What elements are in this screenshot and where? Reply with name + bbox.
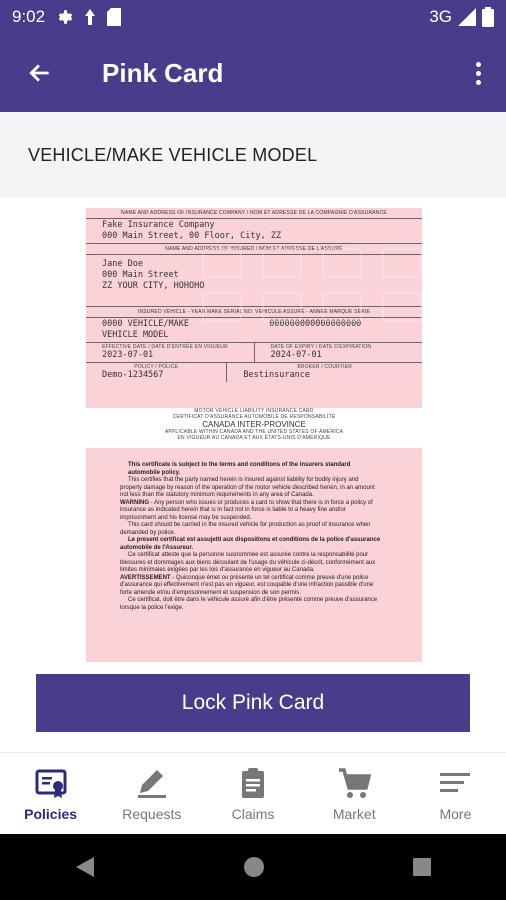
nav-label-policies: Policies xyxy=(24,805,78,822)
fr-warning-label: AVERTISSEMENT xyxy=(120,574,171,581)
battery-icon xyxy=(482,7,494,27)
caption-scope-fr: EN VIGUEUR AU CANADA ET AUX ÉTATS-UNIS D'AMÉRIQUE xyxy=(177,435,331,441)
clipboard-icon xyxy=(236,766,270,800)
caption-scope: APPLICABLE WITHIN CANADA AND THE UNITED STATES OF AMERICA xyxy=(164,429,344,435)
card-caption xyxy=(86,408,422,441)
vehicle-model: VEHICLE MODEL xyxy=(102,330,169,340)
system-nav-bar xyxy=(0,834,506,900)
insurer-address: 000 Main Street, 00 Floor, City, ZZ xyxy=(102,231,282,241)
terms-paragraph: This certifies that the party named herein is insured against liability for bodily injury and property damage by reason of the operation of the motor vehicle described herein, in an amount not less than the statutory minimum requirements in any area of Canada. xyxy=(120,477,375,498)
vehicle-serial: 000000000000000000 xyxy=(269,319,362,329)
broker-label: BROKER / COURTIER xyxy=(297,364,353,370)
fr-carry-paragraph: Ce certificat, doit être dans le véhicule assuré afin d'être présenté comme preuve d'assurance lorsque la police l'exige. xyxy=(120,597,378,611)
bottom-nav xyxy=(0,752,506,834)
fr-warning-text: - Quiconque émet ou présente un tel certificat comme preuve d'une police d'assurance qui effectivement n'est pas en vigueur, est coupable d'une infraction passible d'une forte amende et/ou d'emprisonnement et suspension de son permis. xyxy=(120,574,374,596)
app-bar xyxy=(0,34,506,112)
insured-street: 000 Main Street xyxy=(102,270,179,280)
nav-item-requests[interactable] xyxy=(101,753,202,834)
menu-icon xyxy=(438,766,472,800)
settings-icon xyxy=(55,8,73,26)
lock-pink-card-button[interactable]: Lock Pink Card xyxy=(36,674,470,732)
dot-icon xyxy=(476,80,481,85)
dot-icon xyxy=(476,62,481,67)
insured-header: NAME AND ADDRESS OF INSURED / NOM ET ADRESSE DE L'ASSURÉ xyxy=(86,244,422,255)
effective-date: 2023-07-01 xyxy=(102,350,154,360)
carry-paragraph: This card should be carried in the insured vehicle for production as proof of insurance when demanded by police. xyxy=(120,522,371,536)
pink-card-back xyxy=(86,448,422,662)
vehicle-header: INSURED VEHICLE - YEAR MAKE SERIAL NO. VEHICULE ASSURÉ - ANNÉE MARQUE SÉRIE xyxy=(86,307,422,318)
expiry-date-label: DATE OF EXPIRY / DATE D'EXPIRATION xyxy=(270,344,372,350)
status-bar xyxy=(0,0,506,34)
signal-icon xyxy=(458,8,476,26)
caption-title-fr: CERTIFICAT D'ASSURANCE AUTOMOBILE DE RESPONSABILITÉ xyxy=(172,414,336,420)
back-arrow-icon xyxy=(27,60,53,86)
expiry-date: 2024-07-01 xyxy=(270,350,322,360)
nav-item-more[interactable] xyxy=(405,753,506,834)
overflow-menu-button[interactable] xyxy=(450,34,506,112)
sd-card-icon xyxy=(107,8,121,26)
policy-icon xyxy=(34,766,68,800)
pencil-icon xyxy=(135,766,169,800)
terms-title: This certificate is subject to the terms and conditions of the insurers standard automobile policy. xyxy=(128,462,351,476)
dot-icon xyxy=(476,71,481,76)
broker-name: Bestinsurance xyxy=(243,370,310,380)
insurer-name: Fake Insurance Company xyxy=(102,220,215,230)
vehicle-title: VEHICLE/MAKE VEHICLE MODEL xyxy=(0,112,506,198)
network-type: 3G xyxy=(429,7,452,26)
nav-item-claims[interactable] xyxy=(202,753,303,834)
insured-name: Jane Doe xyxy=(102,259,143,269)
crest-watermark xyxy=(202,248,426,322)
system-home-icon[interactable] xyxy=(243,856,265,878)
fr-title: Le present certificat est assujetti aux dispositions et conditions de la police d'assurance automobile de l'Assureur. xyxy=(120,537,381,551)
warning-paragraph xyxy=(120,500,382,523)
page-title: Pink Card xyxy=(102,57,224,88)
vehicle-year-make: 0000 VEHICLE/MAKE xyxy=(102,319,189,329)
insurer-header: NAME AND ADDRESS OF INSURANCE COMPANY / NOM ET ADRESSE DE LA COMPAGNIE D'ASSURANCE xyxy=(86,208,422,219)
location-icon xyxy=(83,9,97,25)
nav-label-more: More xyxy=(439,805,472,822)
warning-text: - Any person who issues or produces a card to show that there is in force a policy of insurance as indicated herein that is in fact not in force is liable to a heavy fine and/or imprisonment and his license may be suspended. xyxy=(120,499,373,521)
nav-item-market[interactable] xyxy=(304,753,405,834)
nav-item-policies[interactable] xyxy=(0,753,101,834)
pink-card-front xyxy=(86,208,422,408)
policy-label: POLICY / POLICE xyxy=(134,364,179,370)
cart-icon xyxy=(337,766,371,800)
caption-main: CANADA INTER-PROVINCE xyxy=(202,420,306,429)
system-recents-icon[interactable] xyxy=(412,857,432,877)
policy-number: Demo-1234567 xyxy=(102,370,164,380)
fr-warning-paragraph xyxy=(120,575,382,598)
insured-city: ZZ YOUR CITY, HOHOHO xyxy=(102,281,205,291)
warning-label: WARNING xyxy=(120,499,149,506)
caption-title: MOTOR VEHICLE LIABILITY INSURANCE CARD xyxy=(194,408,314,414)
nav-label-market: Market xyxy=(332,805,376,822)
nav-label-claims: Claims xyxy=(231,805,275,822)
fr-paragraph: Ce certificat atteste que la personne susnommée est assurée contre la responsabilité pour blessures et dommages aux biens découlant de l'usage du véhicule ci-décrit, conformément aux limites minimales exigées par les lois d'assurance en vigueur au Canada. xyxy=(120,552,376,573)
effective-date-label: EFFECTIVE DATE / DATE D'ENTRÉE EN VIGUEUR xyxy=(102,344,228,350)
back-button[interactable] xyxy=(0,34,80,112)
nav-label-requests: Requests xyxy=(122,805,182,822)
system-back-icon[interactable] xyxy=(74,855,96,879)
status-time: 9:02 xyxy=(12,7,46,26)
